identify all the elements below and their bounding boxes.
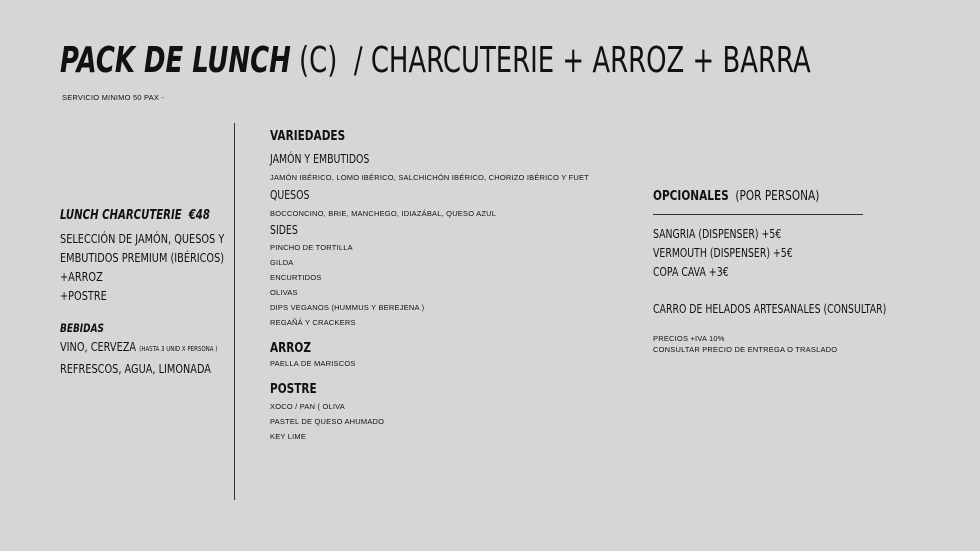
drinks-line-1 — [60, 337, 218, 359]
list-item: DIPS VEGANOS (HUMMUS Y BEREJENA ) — [270, 303, 425, 312]
page-title — [60, 40, 811, 81]
package-line: EMBUTIDOS PREMIUM (IBÉRICOS) — [60, 250, 225, 265]
list-item: GILDA — [270, 258, 294, 267]
title-code: (C) / — [290, 40, 371, 81]
optionals-heading — [653, 188, 820, 204]
sides-heading: SIDES — [270, 223, 298, 237]
quesos-heading: QUESOS — [270, 188, 310, 202]
list-item: KEY LIME — [270, 432, 307, 441]
drinks-limit-note: (HASTA 3 UNID X PERSONA ) — [139, 345, 218, 353]
package-line: SELECCIÓN DE JAMÓN, QUESOS Y — [60, 231, 225, 246]
arroz-heading: ARROZ — [270, 340, 311, 356]
option-item: COPA CAVA +3€ — [653, 265, 729, 279]
option-item: VERMOUTH (DISPENSER) +5€ — [653, 246, 793, 260]
price-vat-note: PRECIOS +IVA 10% — [653, 334, 725, 343]
list-item: OLIVAS — [270, 288, 298, 297]
title-pack: PACK DE LUNCH — [60, 40, 291, 81]
list-item: PAELLA DE MARISCOS — [270, 359, 356, 368]
list-item: XOCO / PAN ( OLIVA — [270, 402, 346, 411]
jamon-items: JAMÓN IBÉRICO, LOMO IBÉRICO, SALCHICHÓN IBÉRICO, CHORIZO IBÉRICO Y FUET — [270, 173, 589, 182]
list-item: PASTEL DE QUESO AHUMADO — [270, 417, 385, 426]
varieties-heading: VARIEDADES — [270, 128, 346, 144]
drinks-wine-beer: VINO, CERVEZA — [60, 339, 140, 354]
jamon-heading: JAMÓN Y EMBUTIDOS — [270, 152, 370, 166]
optionals-column — [653, 188, 887, 355]
title-subtitle: CHARCUTERIE + ARROZ + BARRA — [370, 40, 811, 81]
optionals-title: OPCIONALES — [653, 188, 729, 204]
drinks-heading: BEBIDAS — [60, 321, 104, 335]
package-line: +ARROZ — [60, 269, 103, 284]
delivery-note: CONSULTAR PRECIO DE ENTREGA O TRASLADO — [653, 345, 838, 354]
list-item: REGAÑÁ Y CRACKERS — [270, 318, 356, 327]
quesos-items: BOCCONCINO, BRIE, MANCHEGO, IDIAZÁBAL, QUESO AZUL — [270, 209, 497, 218]
ice-cream-cart: CARRO DE HELADOS ARTESANALES (CONSULTAR) — [653, 302, 887, 316]
menu-varieties-column — [270, 128, 630, 444]
package-heading: LUNCH CHARCUTERIE €48 — [60, 208, 210, 223]
lunch-package-column — [60, 208, 225, 378]
list-item: ENCURTIDOS — [270, 273, 322, 282]
postre-heading: POSTRE — [270, 381, 317, 397]
column-divider — [234, 123, 235, 500]
package-line: +POSTRE — [60, 288, 107, 303]
optionals-per-person: (POR PERSONA) — [728, 188, 820, 204]
drinks-line-2: REFRESCOS, AGUA, LIMONADA — [60, 361, 211, 376]
list-item: PINCHO DE TORTILLA — [270, 243, 353, 252]
option-item: SANGRIA (DISPENSER) +5€ — [653, 227, 782, 241]
minimum-service-note: SERVICIO MINIMO 50 PAX - — [62, 93, 165, 102]
